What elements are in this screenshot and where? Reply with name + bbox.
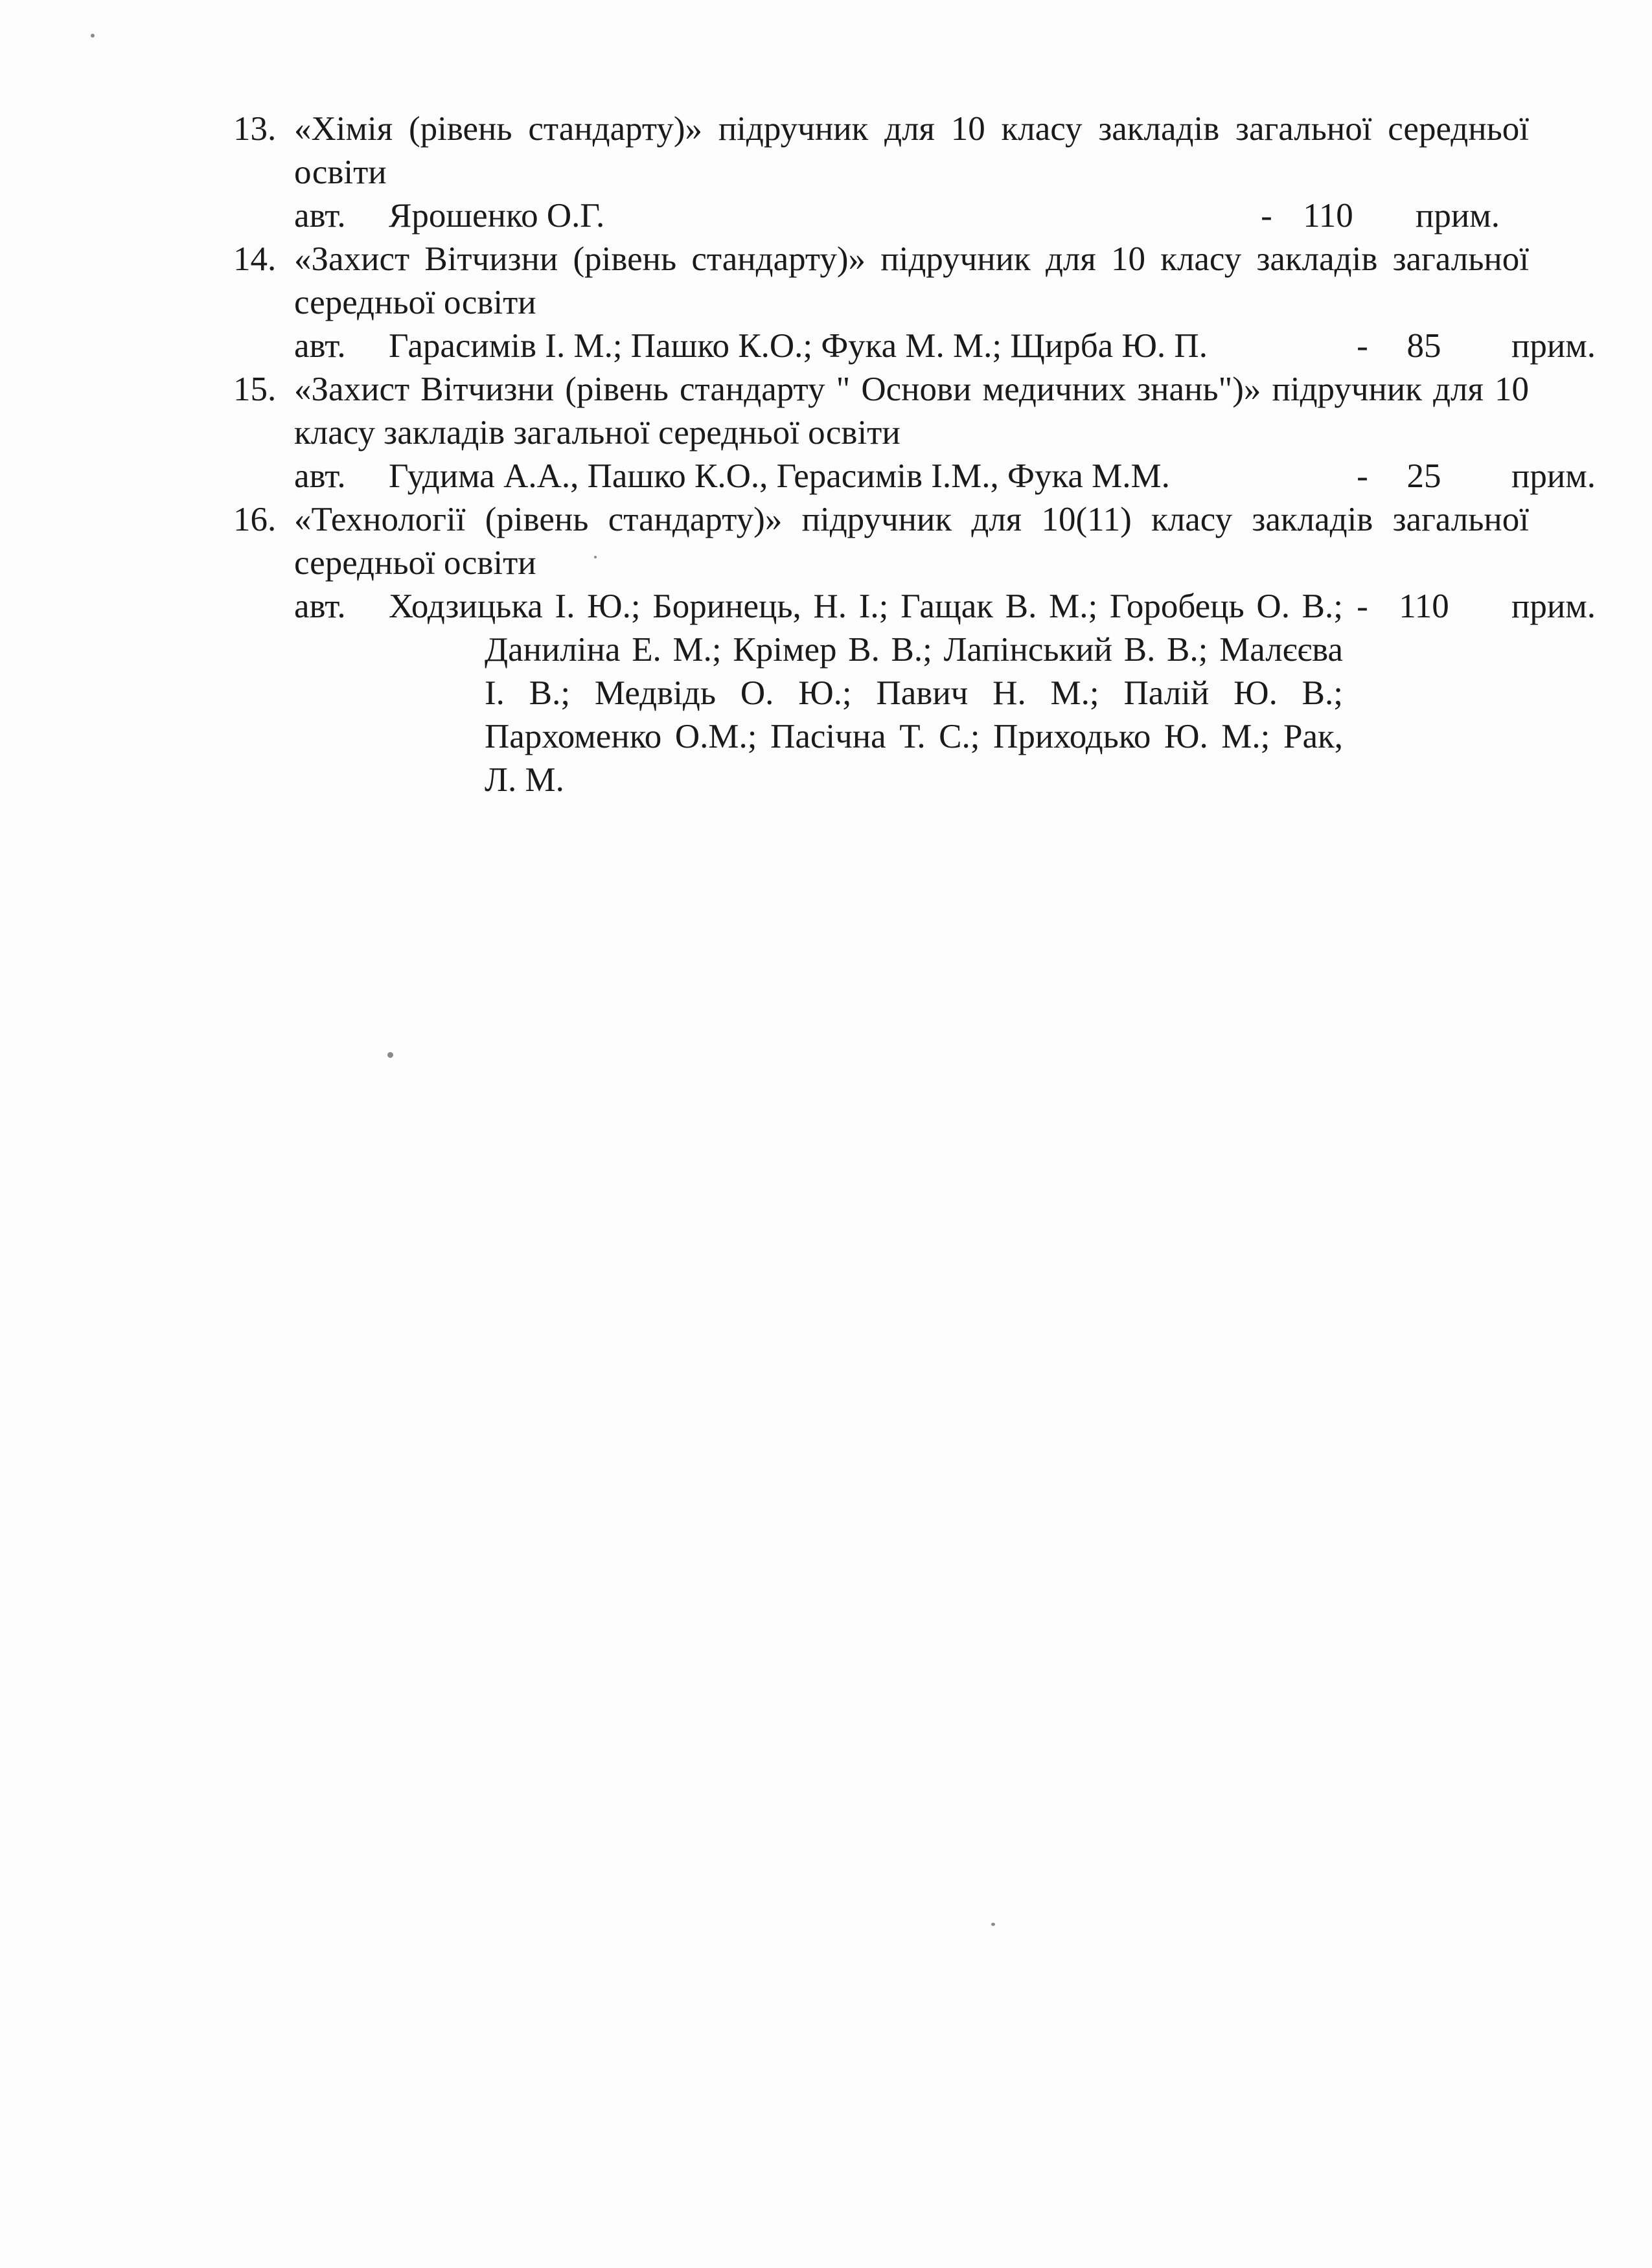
author-prefix: авт. xyxy=(294,457,346,495)
quantity-unit: прим. xyxy=(1511,588,1596,625)
quantity-unit: прим. xyxy=(1416,197,1500,235)
author-row xyxy=(294,455,1596,498)
entry-title: «Захист Вітчизни (рівень стандарту " Основи медичних знань")» підручник для 10 класу закладів загальної середньої освіти xyxy=(294,371,1529,452)
quantity-unit: прим. xyxy=(1511,327,1596,365)
author-row xyxy=(294,325,1596,368)
entry-number: 16. xyxy=(233,501,277,538)
copy-quantity: 25 xyxy=(1406,457,1441,495)
copy-quantity: 85 xyxy=(1406,327,1441,365)
scan-speck xyxy=(387,1052,393,1058)
author-names: Ярошенко О.Г. xyxy=(389,197,605,235)
list-item xyxy=(233,368,1596,498)
entry-title: «Технології (рівень стандарту)» підручник для 10(11) класу закладів загальної середньої освіти xyxy=(294,501,1529,582)
author-prefix: авт. xyxy=(294,327,346,365)
author-row xyxy=(294,585,1596,802)
author-dash: - xyxy=(1357,588,1368,625)
author-dash: - xyxy=(1261,197,1272,235)
list-item xyxy=(233,238,1596,368)
entry-number: 13. xyxy=(233,110,277,148)
entry-number: 14. xyxy=(233,240,277,278)
entry-number: 15. xyxy=(233,371,277,408)
list-item xyxy=(233,498,1596,802)
author-names: Гарасимів І. М.; Пашко К.О.; Фука М. М.; Щирба Ю. П. xyxy=(389,327,1208,365)
author-row xyxy=(294,194,1529,238)
document-body xyxy=(233,108,1596,802)
copy-quantity: 110 xyxy=(1399,588,1449,625)
entry-title: «Захист Вітчизни (рівень стандарту)» підручник для 10 класу закладів загальної середньої освіти xyxy=(294,240,1529,321)
author-dash: - xyxy=(1357,457,1368,495)
author-names: Гудима А.А., Пашко К.О., Герасимів І.М., Фука М.М. xyxy=(389,457,1170,495)
author-prefix: авт. xyxy=(294,588,346,625)
scan-speck xyxy=(91,34,95,38)
entry-title: «Хімія (рівень стандарту)» підручник для 10 класу закладів загальної середньої освіти xyxy=(294,110,1529,191)
quantity-unit: прим. xyxy=(1511,457,1596,495)
author-names: Ходзицька І. Ю.; Боринець, Н. І.; Гащак В. М.; Горобець О. В.; Даниліна Е. М.; Крімер В. В.; Лапінський В. В.; Малєєва І. В.; Медвідь О. Ю.; Павич Н. М.; Палій Ю. В.; Пархоменко О.М.; Пасічна Т. С.; Приходько Ю. М.; Рак, Л. М. xyxy=(389,588,1343,799)
author-dash: - xyxy=(1357,327,1368,365)
scan-speck xyxy=(991,1923,995,1926)
author-prefix: авт. xyxy=(294,197,346,235)
list-item xyxy=(233,108,1529,238)
copy-quantity: 110 xyxy=(1303,197,1353,235)
